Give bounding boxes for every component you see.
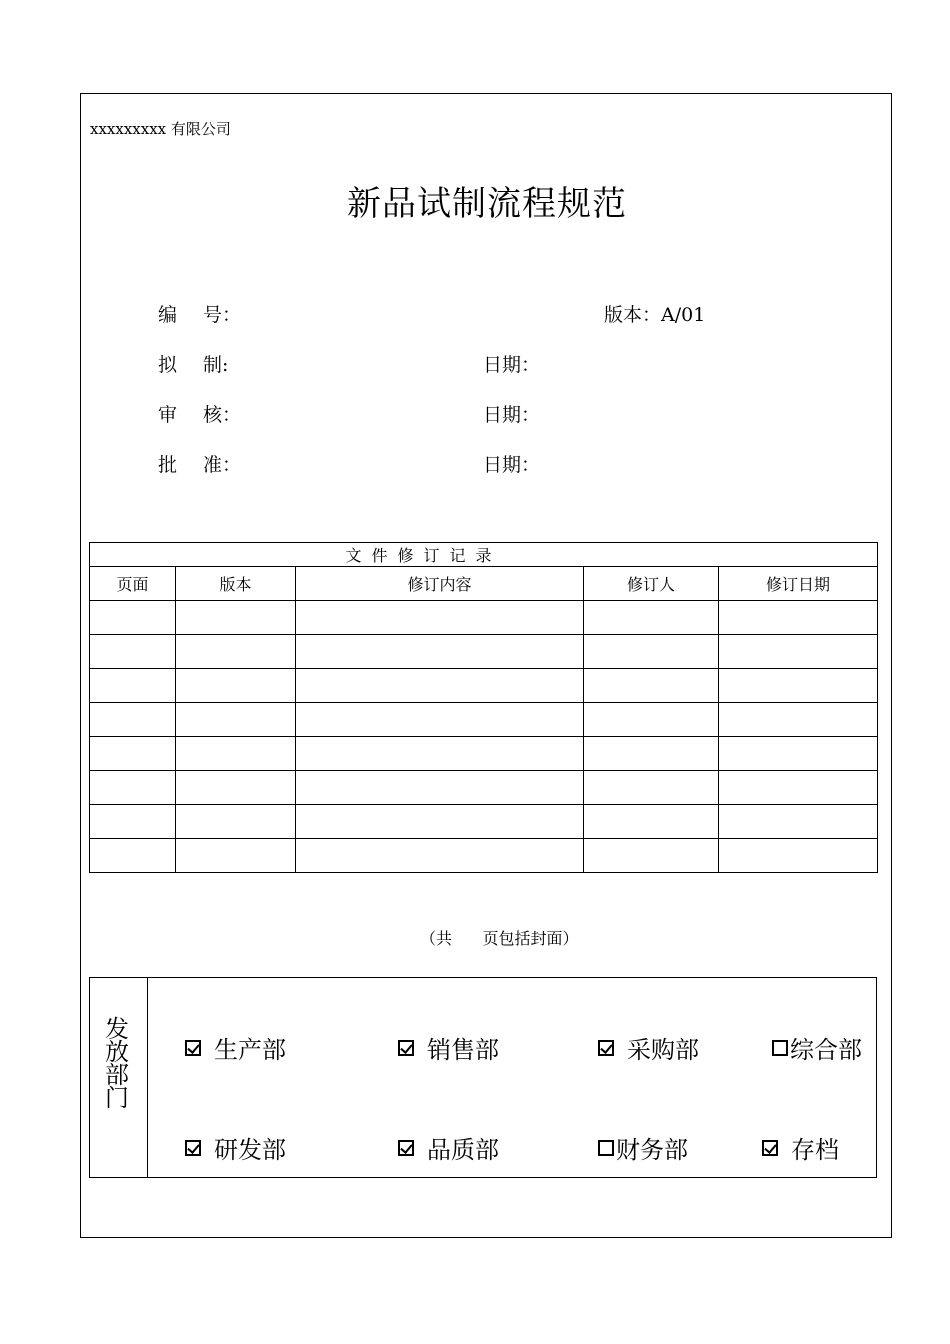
checkbox-checked-icon[interactable] xyxy=(185,1040,201,1056)
table-cell xyxy=(719,635,878,669)
revision-table-header xyxy=(90,567,878,601)
company-name: xxxxxxxxx 有限公司 xyxy=(90,120,231,138)
number-label-b: 号： xyxy=(203,304,242,326)
reviewed-field xyxy=(158,400,241,427)
table-cell xyxy=(296,839,584,873)
table-row xyxy=(90,839,878,873)
table-row xyxy=(90,601,878,635)
table-row xyxy=(90,635,878,669)
drafted-label-a: 拟 xyxy=(158,354,178,376)
checkbox-unchecked-icon[interactable] xyxy=(772,1040,788,1056)
dept-checkbox-general-affairs[interactable] xyxy=(772,1030,862,1065)
approved-date-label: 日期： xyxy=(483,454,541,476)
document-title: 新品试制流程规范 xyxy=(347,184,627,224)
distribution-label xyxy=(103,1015,131,1112)
number-label-a: 编 xyxy=(158,304,178,326)
reviewed-label-a: 审 xyxy=(158,404,178,426)
distribution-label-column xyxy=(90,978,148,1177)
table-cell xyxy=(176,771,296,805)
column-header-content: 修订内容 xyxy=(296,567,584,601)
dept-label: 生产部 xyxy=(214,1036,286,1064)
column-header-reviser: 修订人 xyxy=(584,567,719,601)
table-cell xyxy=(584,737,719,771)
table-cell xyxy=(719,669,878,703)
table-cell xyxy=(584,601,719,635)
dept-checkbox-purchasing[interactable] xyxy=(598,1030,699,1065)
dept-label: 研发部 xyxy=(214,1136,286,1164)
table-cell xyxy=(719,601,878,635)
approved-field xyxy=(158,450,241,477)
drafted-field xyxy=(158,350,228,377)
drafted-label-b: 制: xyxy=(203,354,229,376)
table-cell xyxy=(584,839,719,873)
table-cell xyxy=(584,635,719,669)
table-cell xyxy=(296,669,584,703)
table-cell xyxy=(90,601,176,635)
checkbox-checked-icon[interactable] xyxy=(185,1140,201,1156)
table-cell xyxy=(296,635,584,669)
table-cell xyxy=(176,669,296,703)
dept-label: 存档 xyxy=(791,1136,839,1164)
table-cell xyxy=(296,737,584,771)
table-cell xyxy=(90,703,176,737)
table-cell xyxy=(719,703,878,737)
page-count-note: （共 页包括封面） xyxy=(420,929,579,948)
dept-label: 品质部 xyxy=(427,1136,499,1164)
table-cell xyxy=(296,703,584,737)
dept-checkbox-production[interactable] xyxy=(185,1030,286,1065)
table-cell xyxy=(296,805,584,839)
table-cell xyxy=(176,635,296,669)
distribution-box xyxy=(89,977,877,1178)
table-cell xyxy=(584,805,719,839)
table-cell xyxy=(90,737,176,771)
column-header-version: 版本 xyxy=(176,567,296,601)
approved-label-a: 批 xyxy=(158,454,178,476)
table-row xyxy=(90,805,878,839)
dept-checkbox-sales[interactable] xyxy=(398,1030,499,1065)
checkbox-checked-icon[interactable] xyxy=(398,1040,414,1056)
revision-table-caption: 文件修订记录 xyxy=(90,543,878,567)
table-row xyxy=(90,771,878,805)
checkbox-unchecked-icon[interactable] xyxy=(598,1140,614,1156)
table-cell xyxy=(584,669,719,703)
distribution-label-char: 部 xyxy=(105,1061,129,1089)
distribution-label-char: 门 xyxy=(105,1084,129,1112)
checkbox-checked-icon[interactable] xyxy=(598,1040,614,1056)
table-cell xyxy=(90,839,176,873)
dept-label: 销售部 xyxy=(427,1036,499,1064)
table-cell xyxy=(176,839,296,873)
table-cell xyxy=(90,771,176,805)
dept-checkbox-finance[interactable] xyxy=(598,1130,688,1165)
table-cell xyxy=(296,601,584,635)
table-cell xyxy=(176,601,296,635)
table-cell xyxy=(176,703,296,737)
version-field: 版本：A/01 xyxy=(604,304,706,326)
drafted-date-label: 日期： xyxy=(483,354,541,376)
table-cell xyxy=(296,771,584,805)
column-header-date: 修订日期 xyxy=(719,567,878,601)
distribution-label-char: 放 xyxy=(105,1038,129,1066)
dept-checkbox-rnd[interactable] xyxy=(185,1130,286,1165)
dept-label: 综合部 xyxy=(790,1036,862,1064)
checkbox-checked-icon[interactable] xyxy=(762,1140,778,1156)
approved-label-b: 准： xyxy=(203,454,242,476)
number-field xyxy=(158,300,241,327)
distribution-label-char: 发 xyxy=(105,1015,129,1043)
column-header-page: 页面 xyxy=(90,567,176,601)
dept-label: 财务部 xyxy=(616,1136,688,1164)
dept-checkbox-quality[interactable] xyxy=(398,1130,499,1165)
table-cell xyxy=(584,771,719,805)
reviewed-label-b: 核： xyxy=(203,404,242,426)
table-row xyxy=(90,703,878,737)
table-cell xyxy=(90,669,176,703)
table-cell xyxy=(719,771,878,805)
table-cell xyxy=(176,737,296,771)
table-cell xyxy=(90,635,176,669)
table-cell xyxy=(176,805,296,839)
reviewed-date-label: 日期： xyxy=(483,404,541,426)
revision-record-table xyxy=(89,542,878,873)
checkbox-checked-icon[interactable] xyxy=(398,1140,414,1156)
table-cell xyxy=(719,805,878,839)
dept-checkbox-archive[interactable] xyxy=(762,1130,839,1165)
table-cell xyxy=(719,839,878,873)
table-cell xyxy=(719,737,878,771)
table-row xyxy=(90,737,878,771)
dept-label: 采购部 xyxy=(627,1036,699,1064)
table-cell xyxy=(90,805,176,839)
table-cell xyxy=(584,703,719,737)
table-row xyxy=(90,669,878,703)
